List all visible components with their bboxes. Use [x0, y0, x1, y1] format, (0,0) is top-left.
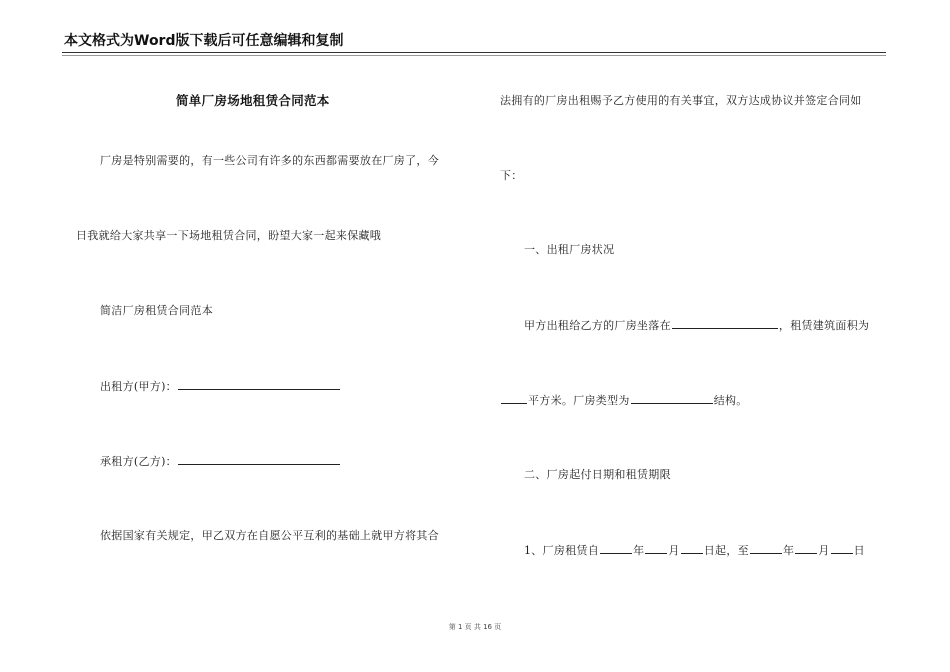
- end-year-label: 年: [782, 544, 795, 557]
- end-day-blank: [831, 543, 853, 554]
- structure-blank: [631, 393, 713, 404]
- end-day-label: 日: [853, 544, 865, 557]
- section-1-line-2: [500, 393, 748, 408]
- start-year-label: 年: [633, 544, 645, 557]
- start-month-blank: [645, 543, 667, 554]
- structure-suffix: 结构。: [713, 394, 748, 407]
- start-day-label: 日起，至: [703, 544, 749, 557]
- intro-paragraph-line-2: 日我就给大家共享一下场地租赁合同，盼望大家一起来保藏哦: [76, 229, 382, 242]
- end-month-blank: [795, 543, 817, 554]
- start-day-blank: [681, 543, 703, 554]
- lessee-blank: [178, 454, 340, 465]
- area-blank: [501, 393, 527, 404]
- lessee-label: 承租方(乙方)：: [100, 455, 177, 468]
- term-label: 1、厂房租赁自: [524, 544, 600, 557]
- structure-label: 平方米。厂房类型为: [528, 394, 630, 407]
- location-label: 甲方出租给乙方的厂房坐落在: [524, 319, 671, 332]
- document-banner: 本文格式为Word版下载后可任意编辑和复制: [64, 33, 344, 49]
- location-blank: [672, 318, 778, 329]
- intro-paragraph-line-1: 厂房是特别需要的，有一些公司有许多的东西都需要放在厂房了，今: [100, 154, 439, 167]
- contract-subtitle: 简洁厂房租赁合同范本: [100, 304, 213, 317]
- continuation-line-2: 下：: [500, 169, 523, 182]
- start-year-blank: [600, 543, 632, 554]
- end-month-label: 月: [818, 544, 830, 557]
- lessor-line: [100, 379, 341, 394]
- end-year-blank: [750, 543, 782, 554]
- lessor-blank: [178, 379, 340, 390]
- section-1-line-1: [524, 318, 869, 333]
- basis-paragraph-line: 依据国家有关规定，甲乙双方在自愿公平互利的基础上就甲方将其合: [100, 529, 439, 542]
- section-2-item-1: [524, 543, 865, 558]
- lessor-label: 出租方(甲方)：: [100, 380, 177, 393]
- area-label: ，租赁建筑面积为: [778, 319, 870, 332]
- right-column: [500, 0, 890, 672]
- section-1-heading: 一、出租厂房状况: [524, 243, 615, 256]
- continuation-line-1: 法拥有的厂房出租赐予乙方使用的有关事宜，双方达成协议并签定合同如: [500, 94, 862, 107]
- left-column: [76, 0, 476, 672]
- lessee-line: [100, 454, 341, 469]
- section-2-heading: 二、厂房起付日期和租赁期限: [524, 468, 671, 481]
- document-title: 简单厂房场地租赁合同范本: [176, 93, 330, 108]
- page-footer: 第 1 页 共 16 页: [448, 623, 502, 631]
- start-month-label: 月: [668, 544, 680, 557]
